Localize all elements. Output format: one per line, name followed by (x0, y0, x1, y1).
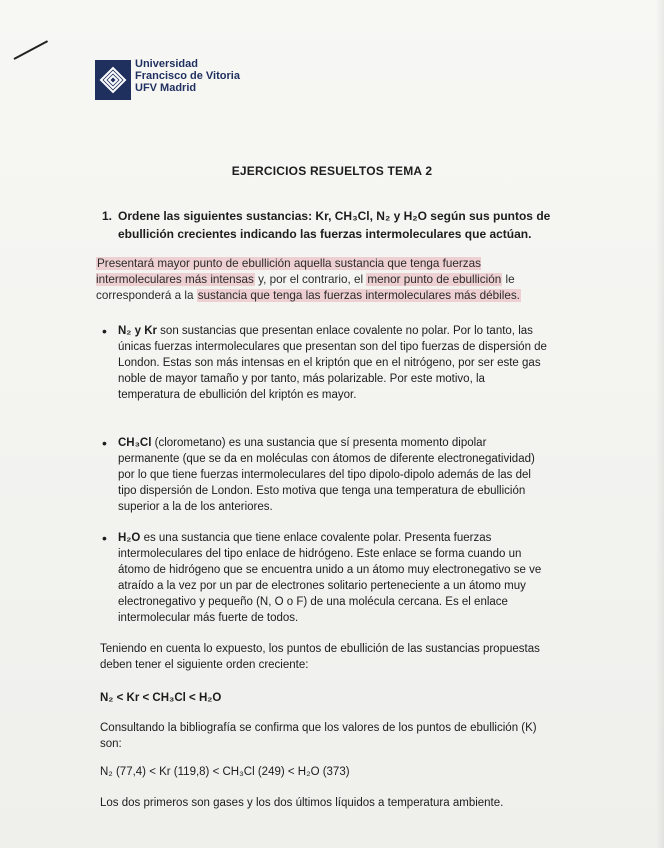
boiling-values: N₂ (77,4) < Kr (119,8) < CH₃Cl (249) < H₂O (373) (100, 766, 350, 778)
scan-shadow (656, 0, 664, 848)
bullet-text: es una sustancia que tiene enlace covalente polar. Presenta fuerzas intermoleculares del tipo enlace de hidrógeno. Este enlace se forma cuando un átomo de hidrógeno que se encuentra unido a un átomo muy electronegativo se ve atraído a la vez por un par de electrones solitario perteneciente a un átomo muy electronegativo y pequeño (N, O o F) de una molécula cercana. Es el enlace intermolecular más fuerte de todos. (118, 532, 542, 624)
conclusion-paragraph: Teniendo en cuenta lo expuesto, los puntos de ebullición de las sustancias propuestas deben tener el siguiente orden creciente: (100, 643, 540, 671)
bullet-term: N₂ y Kr (118, 325, 157, 337)
institution-line-2: Francisco de Vitoria (135, 70, 240, 82)
intro-highlight-3: sustancia que tenga las fuerzas intermoleculares más débiles. (197, 289, 520, 302)
bullet-dot-icon: • (102, 435, 107, 451)
bullet-dot-icon: • (102, 323, 107, 339)
bullet-dot-icon: • (102, 530, 107, 546)
intro-highlight-2: menor punto de ebullición (367, 273, 502, 286)
bibliography-paragraph: Consultando la bibliografía se confirma que los valores de los puntos de ebullición (K) son: (100, 722, 537, 750)
question-text: Ordene las siguientes sustancias: Kr, CH₃Cl, N₂ y H₂O según sus puntos de ebullición crecientes indicando las fuerzas intermoleculares que actúan. (118, 209, 551, 241)
institution-name (135, 58, 240, 94)
question-number: 1. (102, 209, 113, 223)
bullet-text: (clorometano) es una sustancia que sí presenta momento dipolar permanente (que se da en moléculas con átomos de diferente electronegatividad) por lo que tiene fuerzas intermoleculares del tipo dipolo-dipolo además de las del tipo dispersión de London. Esto motiva que tenga una temperatura de ebullición superior a la de los anteriores. (118, 437, 535, 513)
intro-text-4: le corresponderá a la (96, 273, 515, 302)
institution-line-3: UFV Madrid (135, 82, 197, 94)
bullet-item (102, 323, 550, 403)
bullet-term: H₂O (118, 532, 141, 544)
final-paragraph: Los dos primeros son gases y los dos últimos líquidos a temperatura ambiente. (100, 797, 504, 809)
page-title: EJERCICIOS RESUELTOS TEMA 2 (231, 164, 433, 178)
bullet-term: CH₃Cl (118, 437, 152, 449)
question-1 (102, 207, 558, 243)
boiling-order: N₂ < Kr < CH₃Cl < H₂O (100, 692, 222, 704)
pen-mark (14, 40, 48, 60)
bullet-item (102, 530, 550, 626)
bullet-item (102, 435, 550, 515)
intro-text-2: y, por el contrario, el (254, 273, 367, 286)
bullet-text: son sustancias que presentan enlace covalente no polar. Por lo tanto, las únicas fuerzas intermoleculares que presentan son del tipo fuerzas de dispersión de London. Estas son más intensas en el kriptón que en el nitrógeno, por ser este gas noble de mayor tamaño y por tanto, más polarizable. Por este motivo, la temperatura de ebullición del kriptón es mayor. (118, 325, 547, 401)
university-logo-icon (95, 60, 131, 100)
intro-paragraph (96, 256, 556, 304)
institution-line-1: Universidad (135, 58, 198, 70)
intro-highlight-1: Presentará mayor punto de ebullición aquella sustancia que tenga fuerzas intermoleculares más intensas (96, 257, 481, 286)
